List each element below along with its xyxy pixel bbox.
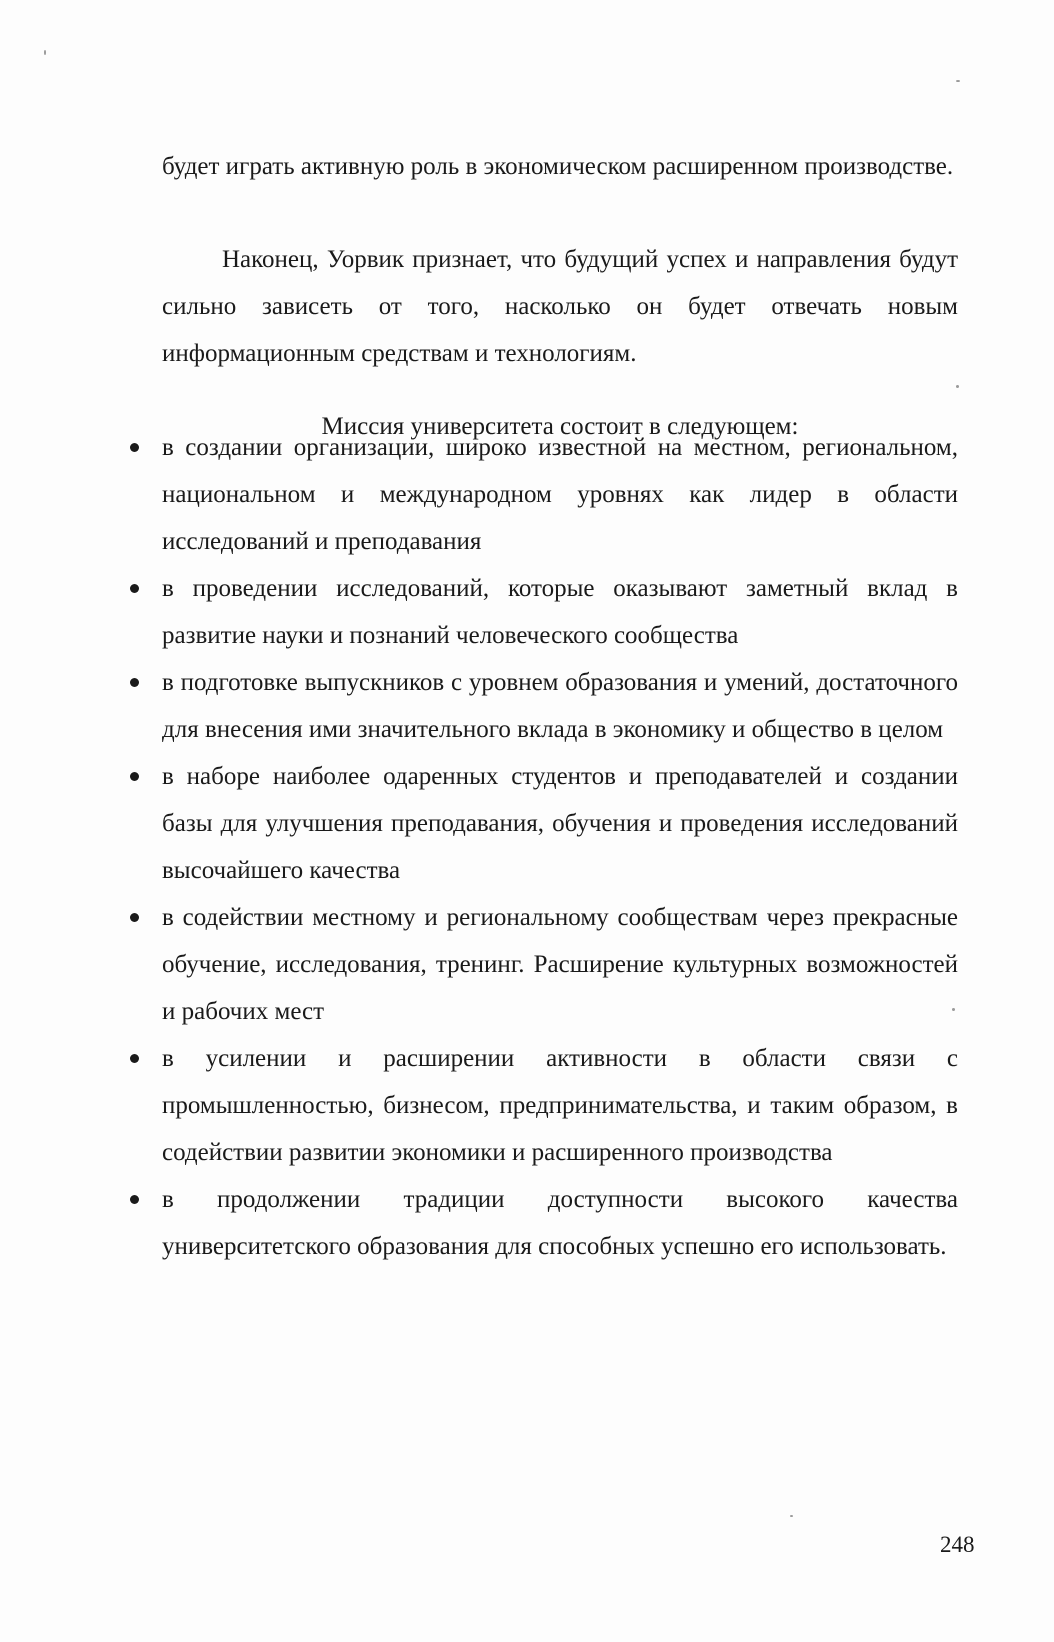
bullet-icon	[130, 678, 139, 687]
list-item-text: в продолжении традиции доступности высокого качества университетского образования для способных успешно его использовать.	[162, 1186, 958, 1260]
list-item-text: в подготовке выпускников с уровнем образования и умений, достаточного для внесения ими значительного вклада в экономику и общество в целом	[162, 669, 958, 743]
paragraph-warwick: Наконец, Уорвик признает, что будущий успех и направления будут сильно зависеть от того, насколько он будет отвечать новым информационным средствам и технологиям.	[162, 246, 958, 367]
list-item	[120, 894, 958, 1035]
list-item	[120, 753, 958, 894]
scan-speck	[956, 385, 959, 388]
scan-speck	[956, 80, 960, 82]
bullet-icon	[130, 772, 139, 781]
bullet-icon	[130, 913, 139, 922]
list-item	[120, 565, 958, 659]
bullet-icon	[130, 584, 139, 593]
bullet-icon	[130, 1195, 139, 1204]
list-item-text: в содействии местному и региональному сообществам через прекрасные обучение, исследования, тренинг. Расширение культурных возможностей и рабочих мест	[162, 904, 958, 1025]
list-item	[120, 1176, 958, 1270]
mission-heading: Миссия университета состоит в следующем:	[321, 413, 799, 440]
list-item-text: в проведении исследований, которые оказывают заметный вклад в развитие науки и познаний человеческого сообщества	[162, 575, 958, 649]
bullet-icon	[130, 443, 139, 452]
list-item	[120, 424, 958, 565]
scan-speck	[44, 50, 46, 55]
paragraph-continuation: будет играть активную роль в экономическом расширенном производстве.	[162, 153, 954, 180]
list-item-text: в наборе наиболее одаренных студентов и преподавателей и создании базы для улучшения преподавания, обучения и проведения исследований высочайшего качества	[162, 763, 958, 884]
scan-speck	[790, 1515, 793, 1517]
list-item	[120, 659, 958, 753]
list-item	[120, 1035, 958, 1176]
list-item-text: в усилении и расширении активности в области связи с промышленностью, бизнесом, предпринимательства, и таким образом, в содействии развитии экономики и расширенного производства	[162, 1045, 958, 1166]
mission-list	[120, 424, 958, 1270]
list-item-text: в создании организации, широко известной на местном, региональном, национальном и международном уровнях как лидер в области исследований и преподавания	[162, 434, 958, 555]
bullet-icon	[130, 1054, 139, 1063]
page-number: 248	[940, 1532, 975, 1557]
